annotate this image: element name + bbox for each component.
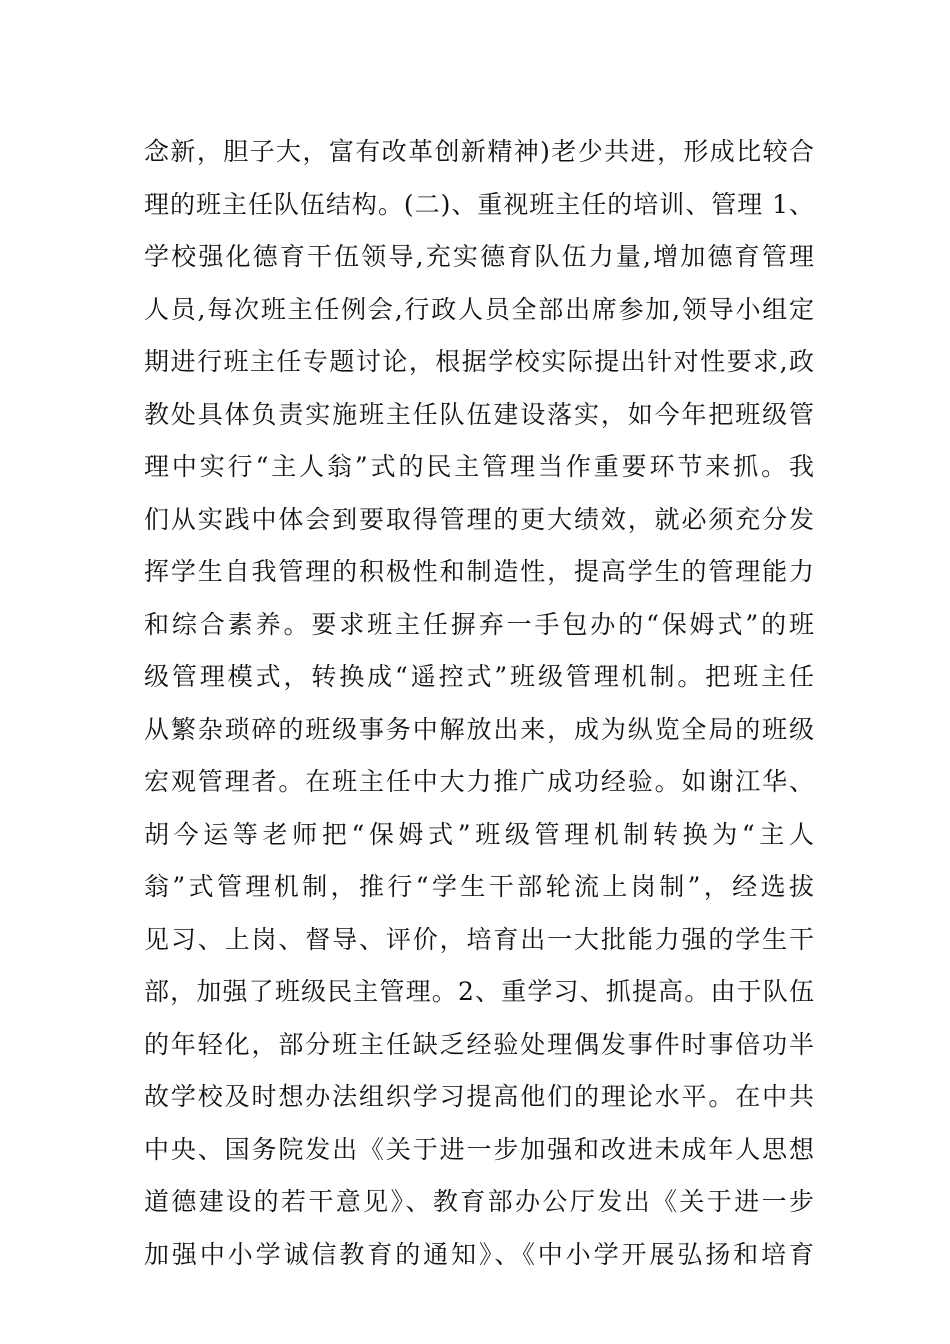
text-line: 期进行班主任专题讨论，根据学校实际提出针对性要求,政 (144, 347, 814, 376)
text-line: 人员,每次班主任例会,行政人员全部出席参加,领导小组定 (144, 294, 814, 324)
body-text (144, 126, 814, 1281)
text-line: 中央、国务院发出《关于进一步加强和改进未成年人思想 (144, 1134, 814, 1164)
text-line: 翁”式管理机制，推行“学生干部轮流上岗制”，经选拔 (144, 872, 814, 901)
text-line: 从繁杂琐碎的班级事务中解放出来，成为纵览全局的班级 (144, 714, 814, 744)
text-line: 宏观管理者。在班主任中大力推广成功经验。如谢江华、 (144, 767, 814, 796)
text-line: 理中实行“主人翁”式的民主管理当作重要环节来抓。我 (144, 452, 814, 481)
text-line: 们从实践中体会到要取得管理的更大绩效，就必须充分发 (144, 504, 814, 534)
text-line: 胡今运等老师把“保姆式”班级管理机制转换为“主人 (144, 819, 814, 849)
text-line: 加强中小学诚信教育的通知》、《中小学开展弘扬和培育 (144, 1239, 814, 1269)
text-line: 理的班主任队伍结构。(二)、重视班主任的培训、管理 1、 (144, 189, 814, 219)
text-line: 的年轻化，部分班主任缺乏经验处理偶发事件时事倍功半 (144, 1029, 814, 1059)
text-line: 学校强化德育干伍领导,充实德育队伍力量,增加德育管理 (144, 242, 814, 271)
text-line: 挥学生自我管理的积极性和制造性，提高学生的管理能力 (144, 557, 814, 586)
text-line: 道德建设的若干意见》、教育部办公厅发出《关于进一步 (144, 1187, 814, 1216)
text-line: 级管理模式，转换成“遥控式”班级管理机制。把班主任 (144, 662, 814, 691)
text-line: 见习、上岗、督导、评价，培育出一大批能力强的学生干 (144, 924, 814, 954)
text-line: 念新，胆子大，富有改革创新精神)老少共进，形成比较合 (144, 137, 814, 166)
text-line: 和综合素养。要求班主任摒弃一手包办的“保姆式”的班 (144, 609, 814, 639)
text-line: 故学校及时想办法组织学习提高他们的理论水平。在中共 (144, 1082, 814, 1111)
text-line: 教处具体负责实施班主任队伍建设落实，如今年把班级管 (144, 399, 814, 429)
text-line: 部，加强了班级民主管理。2、重学习、抓提高。由于队伍 (144, 977, 814, 1006)
